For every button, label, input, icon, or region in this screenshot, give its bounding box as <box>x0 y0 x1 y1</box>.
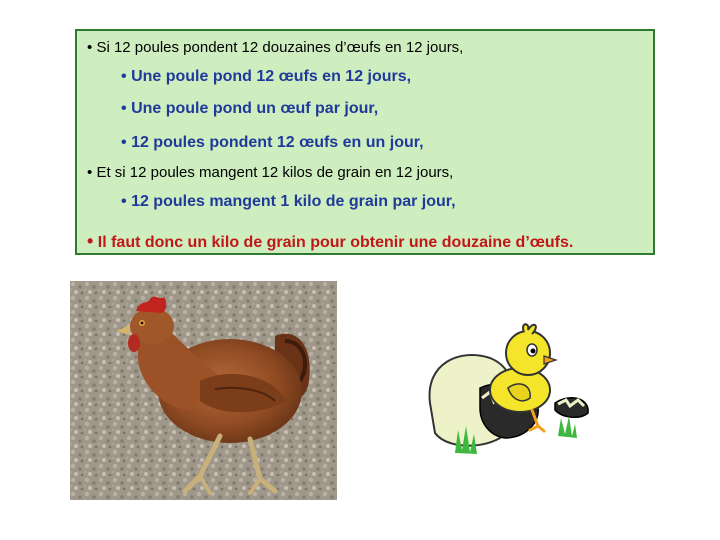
bullet: • <box>121 193 127 210</box>
hen-photo <box>70 281 337 500</box>
bullet: • <box>121 100 127 117</box>
statement-line-2: • Une poule pond 12 œufs en 12 jours, <box>121 68 412 85</box>
bullet: • <box>87 39 93 56</box>
bullet: • <box>87 164 93 181</box>
bullet: • <box>87 231 94 251</box>
statement-line-3: • Une poule pond un œuf par jour, <box>121 100 379 117</box>
statement-line-1: • Si 12 poules pondent 12 douzaines d’œufs en 12 jours, <box>87 39 464 56</box>
hatching-chick-icon <box>420 318 600 458</box>
statement-line-4: • 12 poules pondent 12 œufs en un jour, <box>121 134 424 151</box>
statement-line-5: • Et si 12 poules mangent 12 kilos de grain en 12 jours, <box>87 164 454 181</box>
bullet: • <box>121 134 127 151</box>
bullet: • <box>121 68 127 85</box>
statement-line-6: • 12 poules mangent 1 kilo de grain par jour, <box>121 193 456 210</box>
statement-box <box>75 29 655 255</box>
conclusion-line: • Il faut donc un kilo de grain pour obtenir une douzaine d’œufs. <box>87 231 574 251</box>
